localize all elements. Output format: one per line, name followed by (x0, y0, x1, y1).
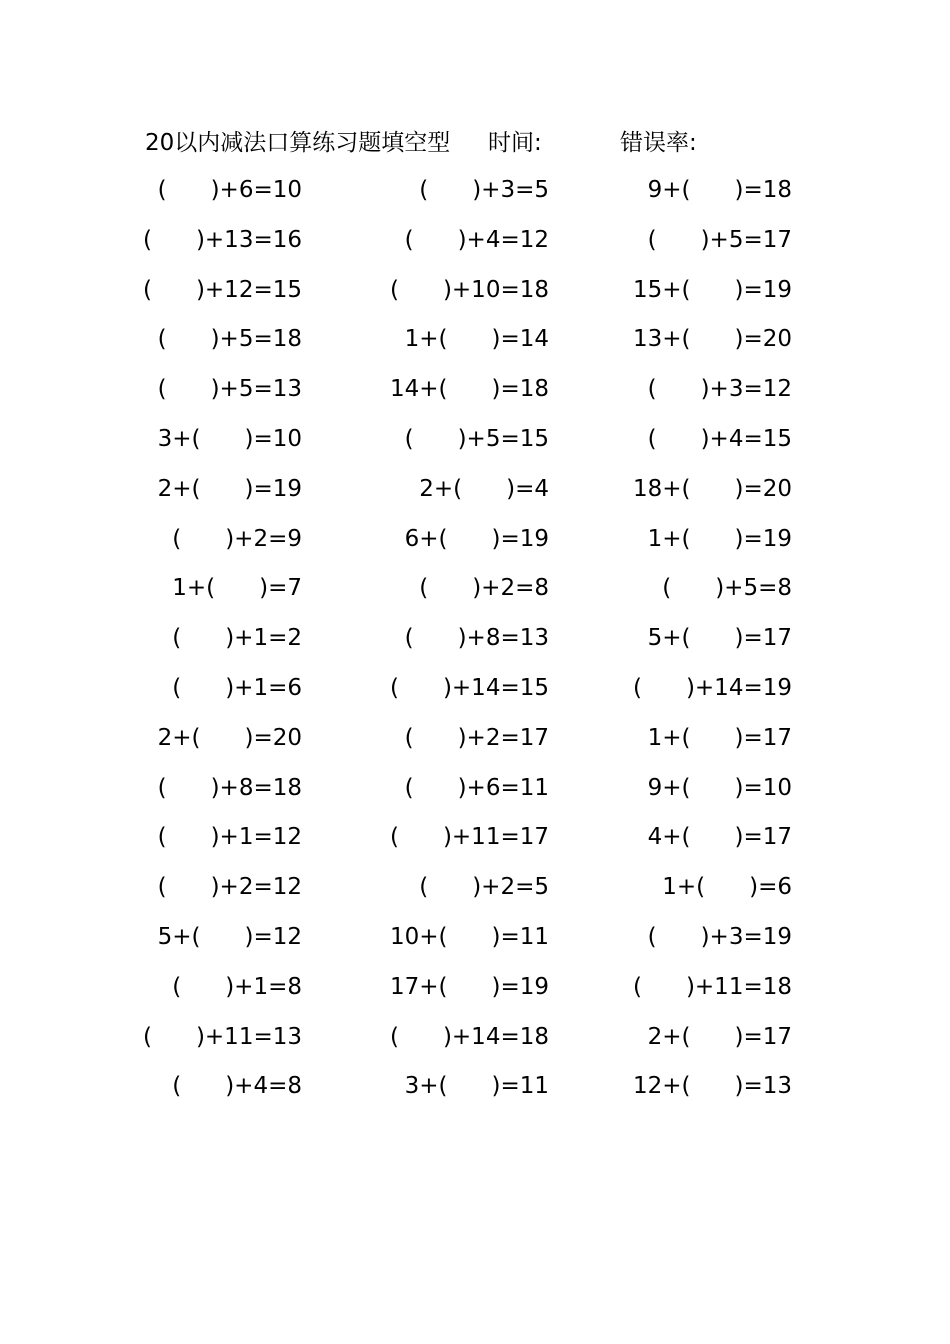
problem (172, 1062, 302, 1112)
problem (633, 1062, 792, 1112)
problem (419, 564, 549, 614)
problem-right: )+1=6 (225, 674, 302, 701)
problem-right: )+4=15 (700, 425, 792, 452)
problem-left: 2+( (647, 1023, 691, 1050)
problem-left: ( (389, 276, 399, 303)
problem-right: )=4 (506, 475, 549, 502)
problem-right: )+1=8 (225, 973, 302, 1000)
problem (390, 1013, 549, 1063)
problem-right: )=17 (734, 1023, 792, 1050)
problem-left: ( (157, 376, 167, 403)
problem-left: ( (157, 774, 167, 801)
problem-right: )+3=12 (700, 376, 792, 403)
problem-right: )=18 (491, 376, 549, 403)
problem-row (0, 1013, 950, 1063)
problem (390, 266, 549, 316)
problem (648, 714, 792, 764)
problem-left: ( (419, 575, 429, 602)
problem-row (0, 166, 950, 216)
problem (633, 963, 792, 1013)
problem-right: )+11=13 (195, 1023, 302, 1050)
problem-left: ( (142, 226, 152, 253)
problem (419, 166, 549, 216)
problem (158, 315, 302, 365)
problem (172, 564, 302, 614)
problem-right: )+8=13 (457, 625, 549, 652)
time-label: 时间: (488, 130, 542, 156)
problem (648, 1013, 792, 1063)
problem (143, 216, 302, 266)
problem-row (0, 415, 950, 465)
problem-left: ( (172, 1073, 182, 1100)
problem-right: )=11 (491, 923, 549, 950)
problem-left: ( (172, 674, 182, 701)
problem-right: )+13=16 (195, 226, 302, 253)
problem-left: ( (142, 1023, 152, 1050)
problem-right: )=7 (259, 575, 302, 602)
problem-left: ( (157, 874, 167, 901)
problem (405, 315, 549, 365)
problem (158, 764, 302, 814)
problem-row (0, 614, 950, 664)
problem (158, 813, 302, 863)
problem-row (0, 1062, 950, 1112)
problem-left: ( (419, 874, 429, 901)
problem-left: ( (647, 425, 657, 452)
problem-left: 3+( (157, 425, 201, 452)
problem-left: 2+( (419, 475, 463, 502)
problem (143, 1013, 302, 1063)
problem-row (0, 764, 950, 814)
problem-left: ( (157, 177, 167, 203)
problem (648, 415, 792, 465)
problem (390, 365, 549, 415)
problem (405, 515, 549, 565)
problem-row (0, 963, 950, 1013)
error-rate-label: 错误率: (620, 130, 697, 156)
problem-right: )=20 (734, 326, 792, 353)
problem (172, 963, 302, 1013)
problem-row (0, 714, 950, 764)
problem-right: )+3=19 (700, 923, 792, 950)
problem-right: )+11=18 (685, 973, 792, 1000)
problem (405, 764, 549, 814)
problem-right: )+8=18 (210, 774, 302, 801)
problem (405, 614, 549, 664)
problem-left: ( (389, 1023, 399, 1050)
problem-left: 9+( (647, 774, 691, 801)
problem (662, 863, 792, 913)
problem-right: )+2=5 (472, 874, 549, 901)
problem-row (0, 266, 950, 316)
problem-right: )+1=12 (210, 824, 302, 851)
problem (158, 166, 302, 216)
problem-right: )+10=18 (442, 276, 549, 303)
problem-grid (0, 166, 950, 1112)
problem-right: )+2=12 (210, 874, 302, 901)
problem-row (0, 216, 950, 266)
problem-right: )+14=19 (685, 674, 792, 701)
problem-right: )+6=10 (210, 177, 302, 203)
problem-left: 17+( (389, 973, 448, 1000)
problem (633, 664, 792, 714)
problem (405, 714, 549, 764)
problem (648, 365, 792, 415)
problem-right: )+6=11 (457, 774, 549, 801)
problem-right: )+5=13 (210, 376, 302, 403)
problem (648, 166, 792, 216)
problem-right: )=18 (734, 177, 792, 203)
problem-row (0, 813, 950, 863)
problem-right: )+2=9 (225, 525, 302, 552)
problem (158, 415, 302, 465)
problem-left: 13+( (632, 326, 691, 353)
problem-left: 9+( (647, 177, 691, 203)
problem-right: )+2=17 (457, 724, 549, 751)
problem (405, 1062, 549, 1112)
problem (158, 913, 302, 963)
problem (172, 664, 302, 714)
problem-left: ( (647, 923, 657, 950)
problem-left: ( (404, 724, 414, 751)
problem-left: 1+( (647, 525, 691, 552)
problem-left: ( (662, 575, 672, 602)
problem-left: 5+( (157, 923, 201, 950)
problem (633, 315, 792, 365)
problem-row (0, 863, 950, 913)
problem-left: ( (632, 674, 642, 701)
problem (633, 465, 792, 515)
problem-right: )+5=8 (715, 575, 792, 602)
problem (405, 216, 549, 266)
problem-right: )=20 (734, 475, 792, 502)
problem-right: )=12 (244, 923, 302, 950)
problem-left: ( (632, 973, 642, 1000)
problem (648, 764, 792, 814)
problem-right: )=13 (734, 1073, 792, 1100)
problem (158, 863, 302, 913)
problem-right: )=17 (734, 824, 792, 851)
problem-right: )+2=8 (472, 575, 549, 602)
worksheet-title: 20以内减法口算练习题填空型 (145, 130, 451, 156)
problem-right: )+11=17 (442, 824, 549, 851)
problem-right: )+5=17 (700, 226, 792, 253)
problem-right: )=17 (734, 625, 792, 652)
problem-right: )+12=15 (195, 276, 302, 303)
problem-left: ( (404, 226, 414, 253)
problem-right: )+3=5 (472, 177, 549, 203)
problem-left: ( (172, 625, 182, 652)
problem-left: 14+( (389, 376, 448, 403)
problem-row (0, 315, 950, 365)
problem-row (0, 515, 950, 565)
problem (633, 266, 792, 316)
problem (405, 415, 549, 465)
problem-left: 2+( (157, 724, 201, 751)
problem-right: )=19 (491, 973, 549, 1000)
problem-left: 4+( (647, 824, 691, 851)
problem-left: ( (404, 425, 414, 452)
problem-left: 18+( (632, 475, 691, 502)
problem-right: )+14=15 (442, 674, 549, 701)
problem-left: ( (142, 276, 152, 303)
problem-right: )=14 (491, 326, 549, 353)
problem-left: 15+( (632, 276, 691, 303)
problem-left: ( (172, 973, 182, 1000)
problem-right: )+5=15 (457, 425, 549, 452)
problem (390, 963, 549, 1013)
problem (390, 664, 549, 714)
problem (662, 564, 792, 614)
problem-right: )=11 (491, 1073, 549, 1100)
problem (172, 614, 302, 664)
problem-right: )+1=2 (225, 625, 302, 652)
problem-right: )=10 (734, 774, 792, 801)
problem (419, 465, 549, 515)
problem-right: )+4=12 (457, 226, 549, 253)
problem-row (0, 564, 950, 614)
problem (648, 813, 792, 863)
problem-left: 1+( (172, 575, 216, 602)
problem-right: )=10 (244, 425, 302, 452)
problem-row (0, 664, 950, 714)
problem-left: ( (647, 226, 657, 253)
problem-left: ( (404, 774, 414, 801)
problem (143, 266, 302, 316)
problem-left: 2+( (157, 475, 201, 502)
problem-right: )=19 (734, 276, 792, 303)
problem-row (0, 913, 950, 963)
problem-left: 1+( (647, 724, 691, 751)
problem-right: )+5=18 (210, 326, 302, 353)
problem-right: )=20 (244, 724, 302, 751)
problem-right: )=19 (734, 525, 792, 552)
problem (158, 465, 302, 515)
problem (648, 515, 792, 565)
problem (648, 614, 792, 664)
problem-right: )+4=8 (225, 1073, 302, 1100)
problem (648, 216, 792, 266)
problem-left: ( (157, 326, 167, 353)
problem-left: ( (172, 525, 182, 552)
problem (158, 365, 302, 415)
problem (172, 515, 302, 565)
problem-right: )=6 (749, 874, 792, 901)
problem-left: ( (157, 824, 167, 851)
problem-right: )=17 (734, 724, 792, 751)
problem (158, 714, 302, 764)
problem-left: 10+( (389, 923, 448, 950)
problem-left: 1+( (662, 874, 706, 901)
problem-left: 12+( (632, 1073, 691, 1100)
problem (419, 863, 549, 913)
problem-row (0, 365, 950, 415)
problem-left: ( (404, 625, 414, 652)
problem-right: )=19 (244, 475, 302, 502)
problem-left: 5+( (647, 625, 691, 652)
problem-left: 3+( (404, 1073, 448, 1100)
problem-row (0, 465, 950, 515)
problem-left: 1+( (404, 326, 448, 353)
problem (390, 813, 549, 863)
worksheet-header (0, 127, 950, 159)
problem (390, 913, 549, 963)
problem-left: ( (647, 376, 657, 403)
problem-right: )+14=18 (442, 1023, 549, 1050)
problem-left: ( (389, 824, 399, 851)
problem-right: )=19 (491, 525, 549, 552)
problem-left: 6+( (404, 525, 448, 552)
problem-left: ( (419, 177, 429, 203)
problem-left: ( (389, 674, 399, 701)
problem (648, 913, 792, 963)
